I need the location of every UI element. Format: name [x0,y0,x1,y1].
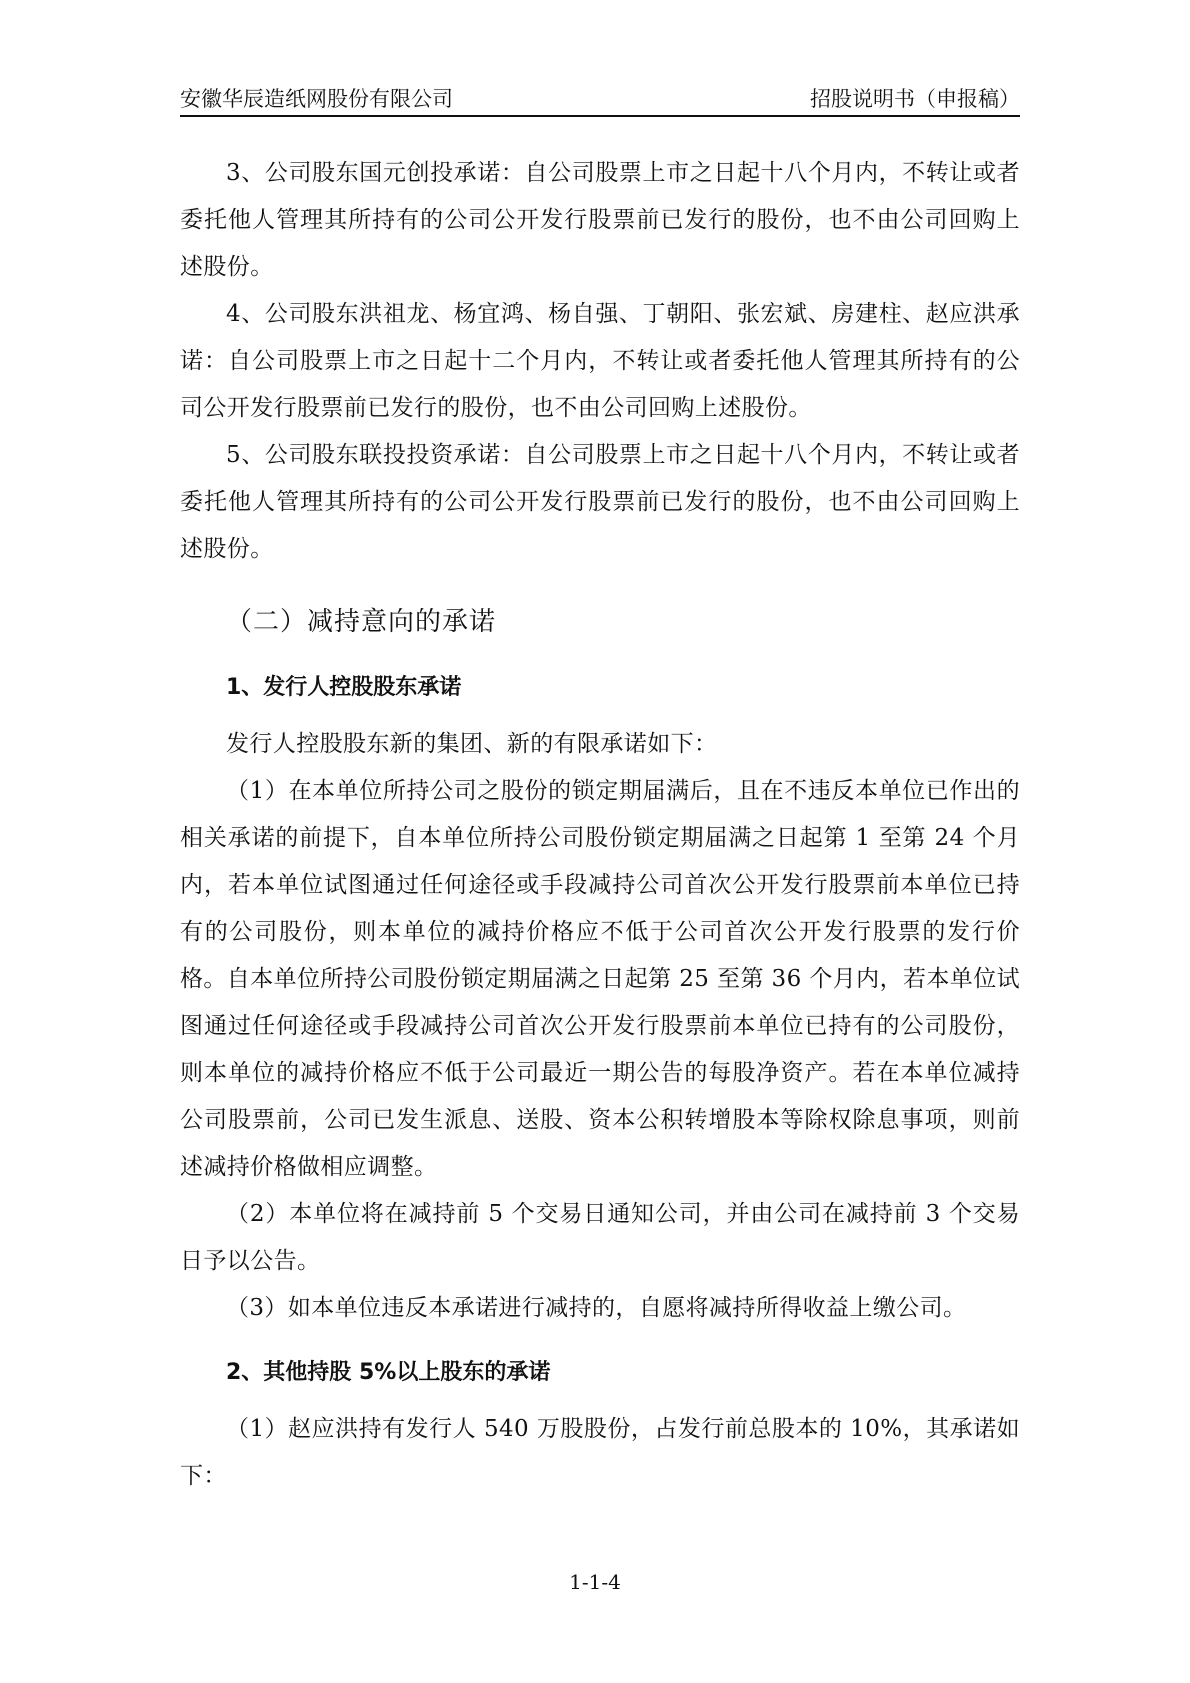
shareholder-commitment-item-1: （1）赵应洪持有发行人 540 万股股份，占发行前总股本的 10%，其承诺如下： [180,1416,1020,1489]
paragraph-item-5: 5、公司股东联投投资承诺：自公司股票上市之日起十八个月内，不转让或者委托他人管理其所持有的公司公开发行股票前已发行的股份，也不由公司回购上述股份。 [180,442,1020,562]
subsection-title-controlling-shareholder: 1、发行人控股股东承诺 [226,675,462,700]
page-number: 1-1-4 [569,1570,621,1594]
subsection-intro: 发行人控股股东新的集团、新的有限承诺如下： [226,731,718,757]
company-name: 安徽华辰造纸网股份有限公司 [180,87,453,111]
section-title: （二）减持意向的承诺 [226,607,497,637]
commitment-item-3: （3）如本单位违反本承诺进行减持的，自愿将减持所得收益上缴公司。 [226,1295,967,1321]
subsection-title-other-shareholders: 2、其他持股 5%以上股东的承诺 [226,1360,551,1385]
commitment-item-1: （1）在本单位所持公司之股份的锁定期届满后，且在不违反本单位已作出的相关承诺的前提下，自本单位所持公司股份锁定期届满之日起第 1 至第 24 个月内，若本单位试图通过任何途径或手段减持公司首次公开发行股票前本单位已持有的公司股份，则本单位的减持价格应不低于公司首次公开发行股票的发行价格。自本单位所持公司股份锁定期届满之日起第 25 至第 36 个月内，若本单位试图通过任何途径或手段减持公司首次公开发行股票前本单位已持有的公司股份，则本单位的减持价格应不低于公司最近一期公告的每股净资产。若在本单位减持公司股票前，公司已发生派息、送股、资本公积转增股本等除权除息事项，则前述减持价格做相应调整。 [180,778,1020,1180]
document-body [180,150,1020,1500]
paragraph-item-4: 4、公司股东洪祖龙、杨宜鸿、杨自强、丁朝阳、张宏斌、房建柱、赵应洪承诺：自公司股票上市之日起十二个月内，不转让或者委托他人管理其所持有的公司公开发行股票前已发行的股份，也不由公司回购上述股份。 [180,301,1020,421]
header-divider [180,115,1020,117]
document-title: 招股说明书（申报稿） [810,87,1020,111]
paragraph-item-3: 3、公司股东国元创投承诺：自公司股票上市之日起十八个月内，不转让或者委托他人管理其所持有的公司公开发行股票前已发行的股份，也不由公司回购上述股份。 [180,160,1020,280]
page-header [180,84,1020,114]
commitment-item-2: （2）本单位将在减持前 5 个交易日通知公司，并由公司在减持前 3 个交易日予以公告。 [180,1201,1020,1274]
